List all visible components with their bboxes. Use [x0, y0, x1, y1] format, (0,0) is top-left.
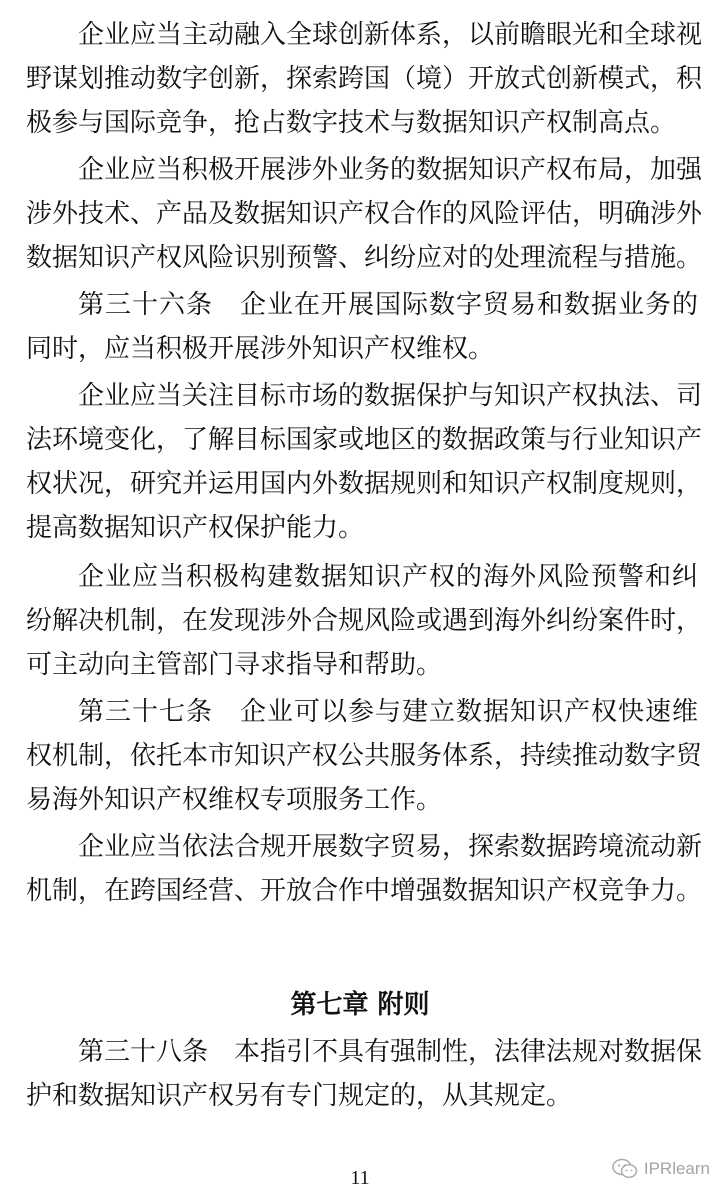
paragraph-line: 涉外技术、产品及数据知识产权合作的风险评估，明确涉外: [26, 199, 703, 229]
paragraph-line: 纷解决机制，在发现涉外合规风险或遇到海外纠纷案件时，: [26, 606, 703, 636]
paragraph-line: 提高数据知识产权保护能力。: [26, 513, 365, 543]
paragraph-line: 极参与国际竞争，抢占数字技术与数据知识产权制高点。: [26, 108, 677, 138]
paragraph-line: 可主动向主管部门寻求指导和帮助。: [26, 650, 443, 680]
paragraph-line: 企业应当关注目标市场的数据保护与知识产权执法、司: [78, 381, 703, 411]
chapter-heading: 第七章 附则: [290, 990, 430, 1020]
paragraph-line: 野谋划推动数字创新，探索跨国（境）开放式创新模式，积: [26, 64, 703, 94]
paragraph-line: 护和数据知识产权另有专门规定的，从其规定。: [26, 1081, 573, 1111]
paragraph-line: 同时，应当积极开展涉外知识产权维权。: [26, 334, 495, 364]
paragraph-line: 企业应当依法合规开展数字贸易，探索数据跨境流动新: [78, 832, 703, 862]
page-number: 11: [350, 1167, 370, 1189]
paragraph-line: 企业应当主动融入全球创新体系，以前瞻眼光和全球视: [78, 20, 703, 50]
paragraph-line: 权机制，依托本市知识产权公共服务体系，持续推动数字贸: [26, 741, 703, 771]
paragraph-line: 机制，在跨国经营、开放合作中增强数据知识产权竞争力。: [26, 876, 703, 906]
wechat-icon: [612, 1158, 638, 1180]
paragraph-line: 权状况，研究并运用国内外数据规则和知识产权制度规则，: [26, 469, 703, 499]
paragraph-line: 第三十八条 本指引不具有强制性，法律法规对数据保: [78, 1037, 703, 1067]
paragraph-line: 第三十七条 企业可以参与建立数据知识产权快速维: [78, 697, 698, 727]
watermark-text: IPRlearn: [643, 1159, 710, 1178]
paragraph-line: 第三十六条 企业在开展国际数字贸易和数据业务的: [78, 290, 698, 320]
paragraph-line: 企业应当积极开展涉外业务的数据知识产权布局，加强: [78, 155, 703, 185]
paragraph-line: 数据知识产权风险识别预警、纠纷应对的处理流程与措施。: [26, 243, 703, 273]
paragraph-line: 易海外知识产权维权专项服务工作。: [26, 785, 443, 815]
paragraph-line: 企业应当积极构建数据知识产权的海外风险预警和纠: [78, 562, 698, 592]
watermark: [612, 1154, 710, 1184]
paragraph-line: 法环境变化，了解目标国家或地区的数据政策与行业知识产: [26, 425, 703, 455]
